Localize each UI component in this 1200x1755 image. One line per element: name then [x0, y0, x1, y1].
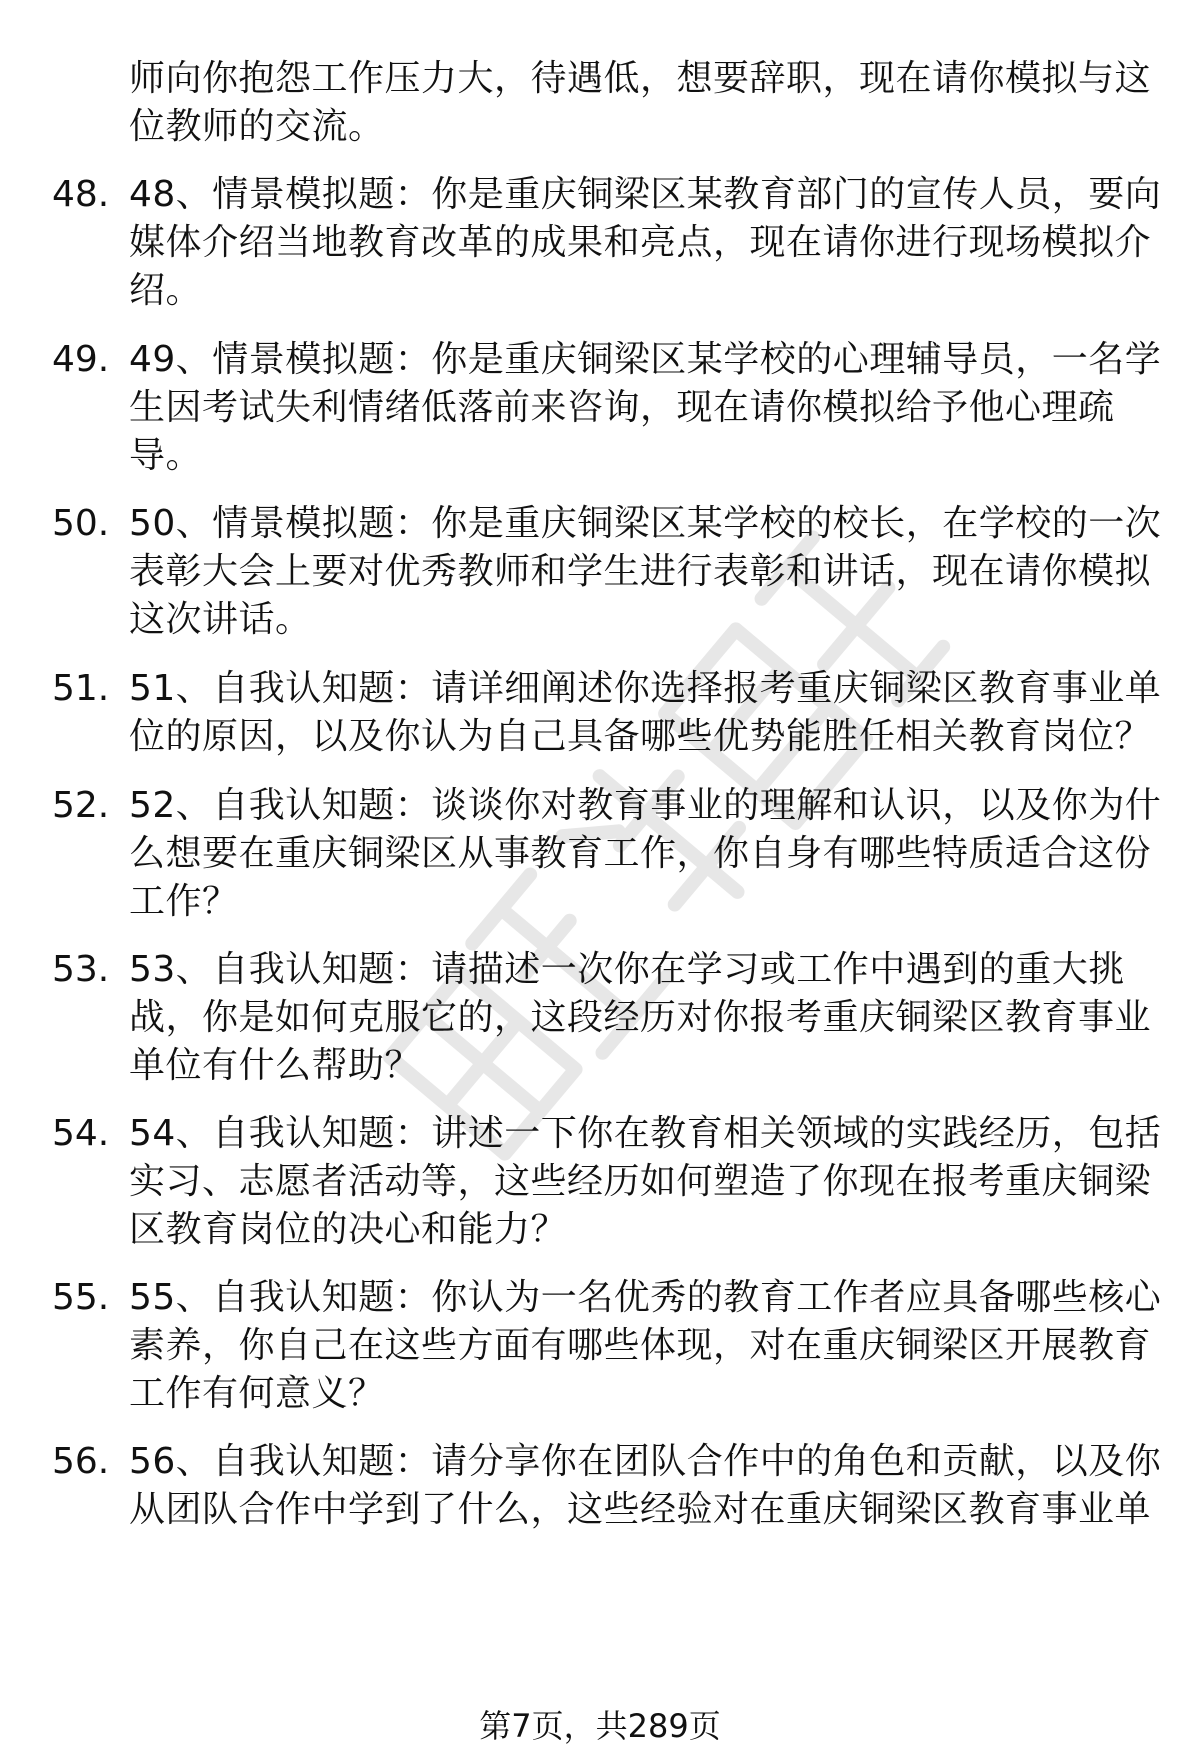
- list-item-line: 53、自我认知题：请描述一次你在学习或工作中遇到的重大挑: [129, 949, 1125, 990]
- list-item-line: 表彰大会上要对优秀教师和学生进行表彰和讲话，现在请你模拟: [129, 551, 1152, 592]
- list-item-line: 战，你是如何克服它的，这段经历对你报考重庆铜梁区教育事业: [129, 997, 1152, 1038]
- list-item-line: 48、情景模拟题：你是重庆铜梁区某教育部门的宣传人员，要向: [129, 174, 1162, 215]
- list-item-number: 51.: [52, 668, 110, 709]
- list-item-number: 50.: [52, 503, 110, 544]
- list-item-line: 54、自我认知题：讲述一下你在教育相关领域的实践经历，包括: [129, 1113, 1162, 1154]
- lead-in-line: 位教师的交流。: [129, 106, 385, 147]
- list-item-number: 53.: [52, 949, 110, 990]
- list-item-number: 56.: [52, 1441, 110, 1482]
- list-item-line: 56、自我认知题：请分享你在团队合作中的角色和贡献，以及你: [129, 1441, 1162, 1482]
- list-item-line: 49、情景模拟题：你是重庆铜梁区某学校的心理辅导员，一名学: [129, 339, 1162, 380]
- list-item-line: 从团队合作中学到了什么，这些经验对在重庆铜梁区教育事业单: [129, 1489, 1152, 1530]
- list-item-number: 54.: [52, 1113, 110, 1154]
- lead-in-line: 师向你抱怨工作压力大，待遇低，想要辞职，现在请你模拟与这: [129, 58, 1152, 99]
- list-item-line: 52、自我认知题：谈谈你对教育事业的理解和认识，以及你为什: [129, 785, 1162, 826]
- list-item-line: 51、自我认知题：请详细阐述你选择报考重庆铜梁区教育事业单: [129, 668, 1162, 709]
- list-item-line: 位的原因，以及你认为自己具备哪些优势能胜任相关教育岗位？: [129, 716, 1152, 757]
- list-item-line: 这次讲话。: [129, 599, 312, 640]
- list-item-number: 52.: [52, 785, 110, 826]
- list-item-number: 49.: [52, 339, 110, 380]
- list-item-line: 区教育岗位的决心和能力？: [129, 1209, 568, 1250]
- list-item-line: 导。: [129, 435, 203, 476]
- list-item-line: 绍。: [129, 270, 203, 311]
- list-item-line: 实习、志愿者活动等，这些经历如何塑造了你现在报考重庆铜梁: [129, 1161, 1152, 1202]
- list-item-line: 55、自我认知题：你认为一名优秀的教育工作者应具备哪些核心: [129, 1277, 1162, 1318]
- list-item-number: 48.: [52, 174, 110, 215]
- list-item-line: 工作？: [129, 881, 239, 922]
- list-item-line: 媒体介绍当地教育改革的成果和亮点，现在请你进行现场模拟介: [129, 222, 1152, 263]
- list-item-line: 50、情景模拟题：你是重庆铜梁区某学校的校长，在学校的一次: [129, 503, 1162, 544]
- list-item-line: 么想要在重庆铜梁区从事教育工作，你自身有哪些特质适合这份: [129, 833, 1152, 874]
- list-item-line: 单位有什么帮助？: [129, 1045, 422, 1086]
- page-footer: 第7页，共289页: [479, 1707, 721, 1745]
- list-item-line: 生因考试失利情绪低落前来咨询，现在请你模拟给予他心理疏: [129, 387, 1115, 428]
- list-item-line: 工作有何意义？: [129, 1373, 385, 1414]
- list-item-number: 55.: [52, 1277, 110, 1318]
- list-item-line: 素养，你自己在这些方面有哪些体现，对在重庆铜梁区开展教育: [129, 1325, 1152, 1366]
